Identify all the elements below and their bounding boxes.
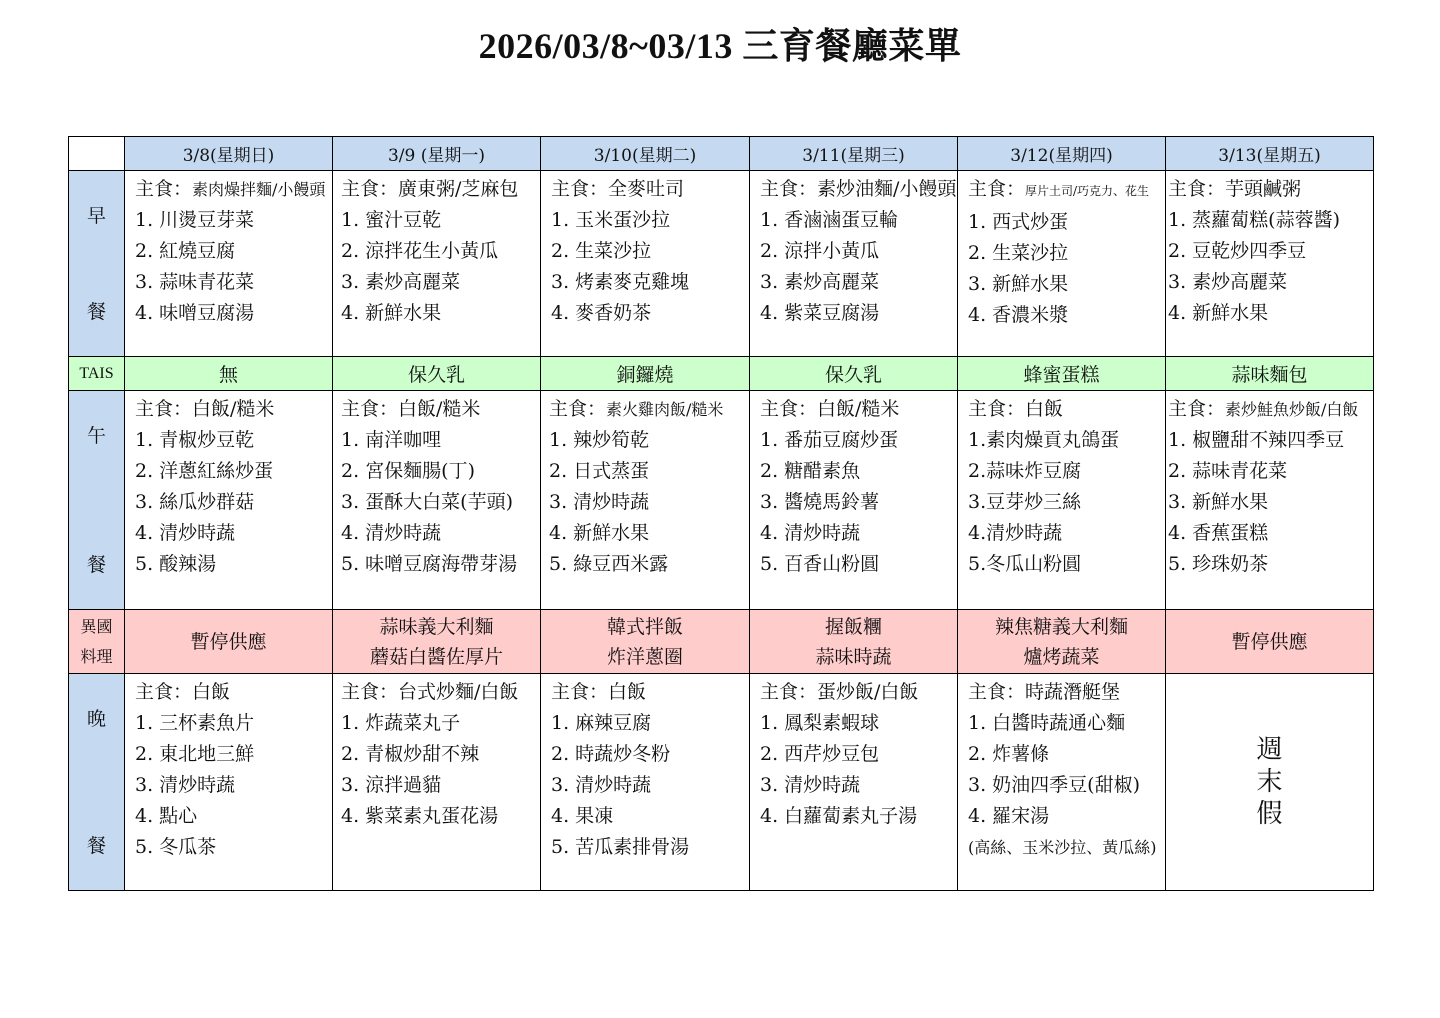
menu-item: 1. 鳳梨素蝦球 — [760, 712, 880, 734]
tais-item: 蒜味麵包 — [1166, 357, 1374, 391]
menu-item: 4. 紫菜豆腐湯 — [760, 302, 880, 324]
menu-item: 2. 西芹炒豆包 — [760, 743, 880, 765]
tais-row — [69, 357, 1374, 391]
menu-item: 2. 紅燒豆腐 — [135, 240, 236, 262]
day-header: 3/12(星期四) — [958, 137, 1166, 171]
international-item: 韓式拌飯 炸洋蔥圈 — [541, 610, 750, 674]
menu-item: 5. 綠豆西米露 — [549, 553, 669, 575]
menu-item: 2. 宮保麵腸(丁) — [341, 460, 475, 482]
menu-item: 4.清炒時蔬 — [968, 522, 1063, 544]
main-dish: 主食：白飯 — [551, 681, 647, 703]
breakfast-cell — [1166, 171, 1374, 357]
lunch-cell — [1166, 391, 1374, 610]
international-item: 暫停供應 — [1166, 610, 1374, 674]
menu-item: 3. 素炒高麗菜 — [760, 271, 880, 293]
main-dish: 主食：素肉燥拌麵/小饅頭 — [135, 178, 326, 200]
main-dish: 主食：台式炒麵/白飯 — [341, 681, 519, 703]
day-header: 3/9 (星期一) — [333, 137, 541, 171]
main-dish: 主食：白飯 — [968, 398, 1064, 420]
menu-item: 5.冬瓜山粉圓 — [968, 553, 1082, 575]
corner-cell — [69, 137, 125, 171]
menu-item: 2. 涼拌小黃瓜 — [760, 240, 880, 262]
breakfast-cell — [750, 171, 958, 357]
international-item: 握飯糰 蒜味時蔬 — [750, 610, 958, 674]
main-dish: 主食：全麥吐司 — [551, 178, 685, 200]
menu-item: 2. 涼拌花生小黃瓜 — [341, 240, 499, 262]
menu-item: 1.素肉燥貢丸鴿蛋 — [968, 429, 1120, 451]
lunch-cell — [333, 391, 541, 610]
menu-item: 5. 冬瓜茶 — [135, 836, 217, 858]
header-row — [69, 137, 1374, 171]
dinner-cell — [750, 674, 958, 891]
weekend-cell — [1166, 674, 1374, 891]
menu-item: 4. 麥香奶茶 — [551, 302, 652, 324]
main-dish: 主食：廣東粥/芝麻包 — [341, 178, 519, 200]
menu-item: 5. 酸辣湯 — [135, 553, 217, 575]
main-dish: 主食：白飯/糙米 — [760, 398, 900, 420]
label-line: 料理 — [80, 646, 113, 666]
menu-item: 3. 涼拌過貓 — [341, 774, 442, 796]
menu-item: 2. 生菜沙拉 — [551, 240, 652, 262]
tais-label: TAIS — [69, 357, 125, 391]
menu-item: 5. 百香山粉圓 — [760, 553, 880, 575]
main-dish: 主食：白飯/糙米 — [341, 398, 481, 420]
menu-item: 3. 清炒時蔬 — [135, 774, 236, 796]
menu-item: 1. 蜜汁豆乾 — [341, 209, 442, 231]
tais-item: 蜂蜜蛋糕 — [958, 357, 1166, 391]
weekend-char: 末 — [1256, 767, 1283, 797]
menu-item: 2. 生菜沙拉 — [968, 242, 1069, 264]
main-dish: 主食：素炒鮭魚炒飯/白飯 — [1168, 398, 1359, 420]
label-line: 異國 — [80, 616, 113, 636]
menu-item: 1. 三杯素魚片 — [135, 712, 255, 734]
main-dish: 主食：時蔬潛艇堡 — [968, 681, 1121, 703]
day-header: 3/11(星期三) — [750, 137, 958, 171]
menu-item: 3. 素炒高麗菜 — [341, 271, 461, 293]
menu-item: 3. 蒜味青花菜 — [135, 271, 255, 293]
tais-item: 銅鑼燒 — [541, 357, 750, 391]
dinner-cell — [125, 674, 333, 891]
main-dish: 主食：白飯 — [135, 681, 231, 703]
weekend-char: 假 — [1256, 799, 1283, 829]
menu-table — [68, 136, 1374, 891]
menu-item: 1. 青椒炒豆乾 — [135, 429, 255, 451]
menu-item: 4. 紫菜素丸蛋花湯 — [341, 805, 499, 827]
menu-item: 2. 糖醋素魚 — [760, 460, 861, 482]
menu-item: 1. 川燙豆芽菜 — [135, 209, 255, 231]
dinner-cell — [541, 674, 750, 891]
day-header: 3/13(星期五) — [1166, 137, 1374, 171]
breakfast-cell — [333, 171, 541, 357]
international-row — [69, 610, 1374, 674]
menu-item: 4. 白蘿蔔素丸子湯 — [760, 805, 918, 827]
menu-item: 1. 白醬時蔬通心麵 — [968, 712, 1126, 734]
page-title: 2026/03/8~03/13 三育餐廳菜單 — [478, 26, 962, 66]
main-dish: 主食：素炒油麵/小饅頭 — [760, 178, 957, 200]
menu-item: 2. 洋蔥紅絲炒蛋 — [135, 460, 274, 482]
dinner-cell — [333, 674, 541, 891]
menu-item: 3. 醬燒馬鈴薯 — [760, 491, 880, 513]
menu-item: 3. 絲瓜炒群菇 — [135, 491, 255, 513]
menu-item: 4. 果凍 — [551, 805, 614, 827]
tais-item: 無 — [125, 357, 333, 391]
lunch-cell — [750, 391, 958, 610]
day-header: 3/8(星期日) — [125, 137, 333, 171]
meal-label-bottom: 餐 — [86, 554, 106, 576]
menu-note: (高絲、玉米沙拉、黃瓜絲) — [968, 838, 1157, 857]
menu-item: 4. 香蕉蛋糕 — [1168, 522, 1269, 544]
menu-item: 4. 清炒時蔬 — [341, 522, 442, 544]
menu-item: 1. 香滷滷蛋豆輪 — [760, 209, 899, 231]
menu-item: 3. 烤素麥克雞塊 — [551, 271, 690, 293]
lunch-row — [69, 391, 1374, 610]
menu-item: 2. 東北地三鮮 — [135, 743, 255, 765]
lunch-cell — [125, 391, 333, 610]
menu-item: 4. 清炒時蔬 — [135, 522, 236, 544]
menu-item: 1. 麻辣豆腐 — [551, 712, 652, 734]
menu-item: 1. 玉米蛋沙拉 — [551, 209, 671, 231]
menu-item: 1. 番茄豆腐炒蛋 — [760, 429, 899, 451]
meal-label-top: 午 — [86, 425, 106, 447]
menu-item: 3. 清炒時蔬 — [549, 491, 650, 513]
menu-item: 2. 炸薯條 — [968, 743, 1050, 765]
menu-item: 3. 奶油四季豆(甜椒) — [968, 774, 1140, 796]
menu-item: 4. 羅宋湯 — [968, 805, 1050, 827]
main-dish: 主食：厚片土司/巧克力、花生 — [968, 178, 1150, 200]
lunch-label — [69, 391, 125, 610]
menu-item: 3. 清炒時蔬 — [760, 774, 861, 796]
menu-item: 1. 椒鹽甜不辣四季豆 — [1168, 429, 1345, 451]
weekend-char: 週 — [1256, 735, 1283, 765]
menu-item: 3.豆芽炒三絲 — [968, 491, 1082, 513]
menu-item: 3. 新鮮水果 — [968, 273, 1069, 295]
international-item: 蒜味義大利麵 蘑菇白醬佐厚片 — [333, 610, 541, 674]
international-label — [69, 610, 125, 674]
menu-item: 4. 新鮮水果 — [341, 302, 442, 324]
lunch-cell — [541, 391, 750, 610]
international-item: 辣焦糖義大利麵 爐烤蔬菜 — [958, 610, 1166, 674]
meal-label-top: 晚 — [86, 708, 106, 730]
menu-item: 4. 新鮮水果 — [549, 522, 650, 544]
menu-item: 2. 日式蒸蛋 — [549, 460, 650, 482]
day-header: 3/10(星期二) — [541, 137, 750, 171]
dinner-cell — [958, 674, 1166, 891]
menu-item: 1. 蒸蘿蔔糕(蒜蓉醬) — [1168, 209, 1340, 231]
main-dish: 主食：芋頭鹹粥 — [1168, 178, 1302, 200]
menu-item: 3. 素炒高麗菜 — [1168, 271, 1288, 293]
menu-item: 4. 新鮮水果 — [1168, 302, 1269, 324]
tais-item: 保久乳 — [333, 357, 541, 391]
dinner-row — [69, 674, 1374, 891]
menu-item: 5. 味噌豆腐海帶芽湯 — [341, 553, 518, 575]
meal-label-bottom: 餐 — [86, 835, 106, 857]
breakfast-row — [69, 171, 1374, 357]
menu-item: 5. 苦瓜素排骨湯 — [551, 836, 690, 858]
menu-item: 4. 點心 — [135, 805, 198, 827]
menu-item: 2. 青椒炒甜不辣 — [341, 743, 480, 765]
meal-label-bottom: 餐 — [86, 301, 106, 323]
menu-item: 2. 豆乾炒四季豆 — [1168, 240, 1307, 262]
menu-item: 4. 香濃米漿 — [968, 304, 1069, 326]
menu-item: 3. 蛋酥大白菜(芋頭) — [341, 491, 513, 513]
breakfast-cell — [958, 171, 1166, 357]
menu-item: 2.蒜味炸豆腐 — [968, 460, 1082, 482]
breakfast-label — [69, 171, 125, 357]
menu-item: 1. 南洋咖哩 — [341, 429, 442, 451]
menu-item: 4. 清炒時蔬 — [760, 522, 861, 544]
lunch-cell — [958, 391, 1166, 610]
menu-item: 2. 時蔬炒冬粉 — [551, 743, 671, 765]
menu-item: 3. 清炒時蔬 — [551, 774, 652, 796]
menu-item: 1. 辣炒筍乾 — [549, 429, 650, 451]
breakfast-cell — [541, 171, 750, 357]
menu-item: 3. 新鮮水果 — [1168, 491, 1269, 513]
dinner-label — [69, 674, 125, 891]
main-dish: 主食：蛋炒飯/白飯 — [760, 681, 919, 703]
main-dish: 主食：白飯/糙米 — [135, 398, 275, 420]
meal-label-top: 早 — [86, 205, 106, 227]
menu-item: 1. 炸蔬菜丸子 — [341, 712, 461, 734]
breakfast-cell — [125, 171, 333, 357]
main-dish: 主食：素火雞肉飯/糙米 — [549, 398, 724, 420]
tais-item: 保久乳 — [750, 357, 958, 391]
menu-item: 5. 珍珠奶茶 — [1168, 553, 1269, 575]
international-item: 暫停供應 — [125, 610, 333, 674]
menu-item: 4. 味噌豆腐湯 — [135, 302, 255, 324]
menu-item: 1. 西式炒蛋 — [968, 211, 1069, 233]
menu-item: 2. 蒜味青花菜 — [1168, 460, 1288, 482]
